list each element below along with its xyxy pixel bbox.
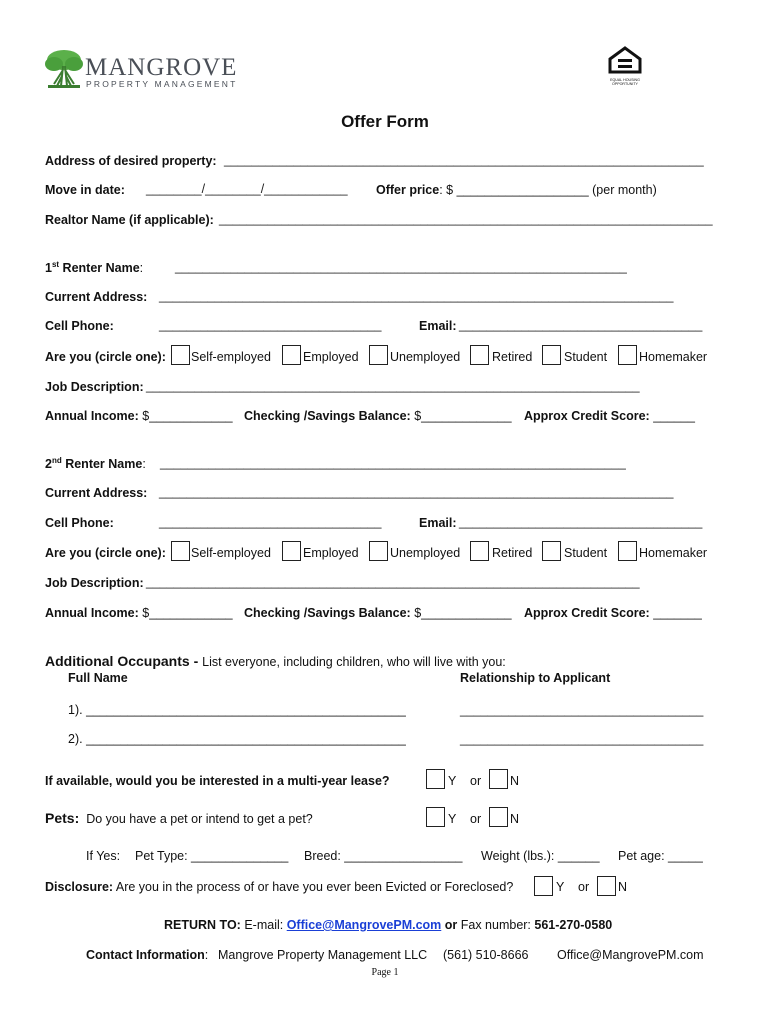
renter1-homemaker-checkbox[interactable]	[618, 345, 637, 365]
lease-question: If available, would you be interested in a multi-year lease?	[45, 774, 390, 788]
renter2-balance[interactable]: Checking /Savings Balance: $_____________	[244, 606, 512, 620]
renter1-credit[interactable]: Approx Credit Score: ______	[524, 409, 695, 423]
mangrove-tree-icon	[44, 48, 84, 90]
return-to: RETURN TO: E-mail: Office@MangrovePM.com or Fax number: 561-270-0580	[164, 918, 613, 932]
renter1-name-field[interactable]: _________________________________________________________________	[175, 260, 627, 274]
occupants-col-name: Full Name	[68, 671, 128, 685]
renter1-name-label: 1st Renter Name:	[45, 260, 144, 276]
disclosure-no-label: N	[618, 880, 628, 894]
occupants-col-relationship: Relationship to Applicant	[460, 671, 611, 685]
renter2-are-you-label: Are you (circle one):	[45, 546, 166, 560]
renter2-email-label: Email:	[419, 516, 457, 530]
renter1-address-field[interactable]: __________________________________________________________________________	[159, 289, 674, 303]
renter2-job-label: Job Description:	[45, 576, 144, 590]
move-in-label: Move in date:	[45, 183, 125, 197]
renter1-job-field[interactable]: _______________________________________________________________________	[146, 379, 640, 393]
occupant-row-1[interactable]: 1). ______________________________________________	[68, 703, 406, 717]
renter1-homemaker-label: Homemaker	[639, 350, 708, 364]
renter1-income[interactable]: Annual Income: $____________	[45, 409, 233, 423]
renter1-retired-checkbox[interactable]	[470, 345, 489, 365]
pets-if-yes-label: If Yes:	[86, 849, 121, 863]
address-label: Address of desired property:	[45, 154, 217, 168]
renter2-job-field[interactable]: _______________________________________________________________________	[146, 575, 640, 589]
renter2-credit[interactable]: Approx Credit Score: _______	[524, 606, 702, 620]
contact-email: Office@MangrovePM.com	[557, 948, 704, 962]
address-field[interactable]: _____________________________________________________________________	[224, 153, 704, 167]
lease-no-label: N	[510, 774, 520, 788]
occupants-heading: Additional Occupants - List everyone, including children, who will live with you:	[45, 653, 506, 669]
occupant-1-relationship-field[interactable]: ___________________________________	[460, 703, 704, 717]
renter2-email-field[interactable]: ___________________________________	[459, 515, 703, 529]
renter2-name-field[interactable]: ___________________________________________________________________	[160, 456, 626, 470]
offer-price-field: : $ ___________________ (per month)	[439, 183, 657, 197]
renter2-retired-checkbox[interactable]	[470, 541, 489, 561]
page-number: Page 1	[371, 967, 399, 978]
pets-yes-label: Y	[448, 812, 457, 826]
equal-housing-text: EQUAL HOUSING OPPORTUNITY	[610, 78, 640, 86]
equal-housing-logo	[606, 45, 644, 87]
renter2-homemaker-label: Homemaker	[639, 546, 708, 560]
renter2-address-field[interactable]: __________________________________________________________________________	[159, 485, 674, 499]
pet-type-field[interactable]: Pet Type: ______________	[135, 849, 289, 863]
occupant-2-relationship-field[interactable]: ___________________________________	[460, 732, 704, 746]
renter1-are-you-label: Are you (circle one):	[45, 350, 166, 364]
renter1-student-checkbox[interactable]	[542, 345, 561, 365]
company-subtitle: PROPERTY MANAGEMENT	[86, 79, 238, 89]
renter1-cell-label: Cell Phone:	[45, 319, 114, 333]
renter1-self-employed-checkbox[interactable]	[171, 345, 190, 365]
renter1-unemployed-label: Unemployed	[390, 350, 461, 364]
contact-company: Mangrove Property Management LLC	[218, 948, 428, 962]
renter2-employed-label: Employed	[303, 546, 359, 560]
renter2-unemployed-checkbox[interactable]	[369, 541, 388, 561]
renter1-cell-field[interactable]: ________________________________	[159, 318, 382, 332]
renter2-employed-checkbox[interactable]	[282, 541, 301, 561]
lease-yes-checkbox[interactable]	[426, 769, 445, 789]
renter1-self-employed-label: Self-employed	[191, 350, 271, 364]
lease-no-checkbox[interactable]	[489, 769, 508, 789]
disclosure-or-label: or	[578, 880, 590, 894]
pets-no-checkbox[interactable]	[489, 807, 508, 827]
pet-weight-field[interactable]: Weight (lbs.): ______	[481, 849, 600, 863]
renter2-cell-label: Cell Phone:	[45, 516, 114, 530]
pets-or-label: or	[470, 812, 482, 826]
renter2-homemaker-checkbox[interactable]	[618, 541, 637, 561]
disclosure-yes-label: Y	[556, 880, 565, 894]
renter1-employed-checkbox[interactable]	[282, 345, 301, 365]
renter2-name-label: 2nd Renter Name:	[45, 456, 146, 472]
renter1-address-label: Current Address:	[45, 290, 148, 304]
realtor-field[interactable]: _______________________________________________________________________	[219, 212, 713, 226]
renter1-email-label: Email:	[419, 319, 457, 333]
renter2-cell-field[interactable]: ________________________________	[159, 515, 382, 529]
lease-yes-label: Y	[448, 774, 457, 788]
renter2-self-employed-checkbox[interactable]	[171, 541, 190, 561]
company-name: MANGROVE	[85, 54, 238, 81]
occupant-row-2[interactable]: 2). ______________________________________________	[68, 732, 406, 746]
realtor-label: Realtor Name (if applicable):	[45, 213, 214, 227]
renter1-balance[interactable]: Checking /Savings Balance: $_____________	[244, 409, 512, 423]
disclosure-yes-checkbox[interactable]	[534, 876, 553, 896]
equal-housing-icon	[606, 45, 644, 75]
offer-price-label: Offer price	[376, 183, 440, 197]
renter1-student-label: Student	[564, 350, 608, 364]
renter1-unemployed-checkbox[interactable]	[369, 345, 388, 365]
renter2-address-label: Current Address:	[45, 486, 148, 500]
move-in-field[interactable]: ________/________/____________	[146, 182, 348, 196]
pets-yes-checkbox[interactable]	[426, 807, 445, 827]
renter1-employed-label: Employed	[303, 350, 359, 364]
renter2-student-label: Student	[564, 546, 608, 560]
return-email-link[interactable]: Office@MangrovePM.com	[286, 918, 442, 932]
offer-price[interactable]	[376, 183, 657, 197]
pet-age-field[interactable]: Pet age: _____	[618, 849, 703, 863]
renter2-unemployed-label: Unemployed	[390, 546, 461, 560]
pets-no-label: N	[510, 812, 520, 826]
lease-or-label: or	[470, 774, 482, 788]
renter2-retired-label: Retired	[492, 546, 533, 560]
renter1-retired-label: Retired	[492, 350, 533, 364]
renter2-self-employed-label: Self-employed	[191, 546, 271, 560]
disclosure-no-checkbox[interactable]	[597, 876, 616, 896]
contact-label: Contact Information:	[86, 948, 209, 962]
disclosure-question: Disclosure: Are you in the process of or have you ever been Evicted or Foreclosed?	[45, 880, 514, 894]
renter1-job-label: Job Description:	[45, 380, 144, 394]
contact-phone: (561) 510-8666	[443, 948, 529, 962]
renter2-income[interactable]: Annual Income: $____________	[45, 606, 233, 620]
renter1-email-field[interactable]: ___________________________________	[459, 318, 703, 332]
pets-question: Pets: Do you have a pet or intend to get a pet?	[45, 810, 313, 826]
renter2-student-checkbox[interactable]	[542, 541, 561, 561]
page-title: Offer Form	[341, 112, 429, 131]
pet-breed-field[interactable]: Breed: _________________	[304, 849, 463, 863]
